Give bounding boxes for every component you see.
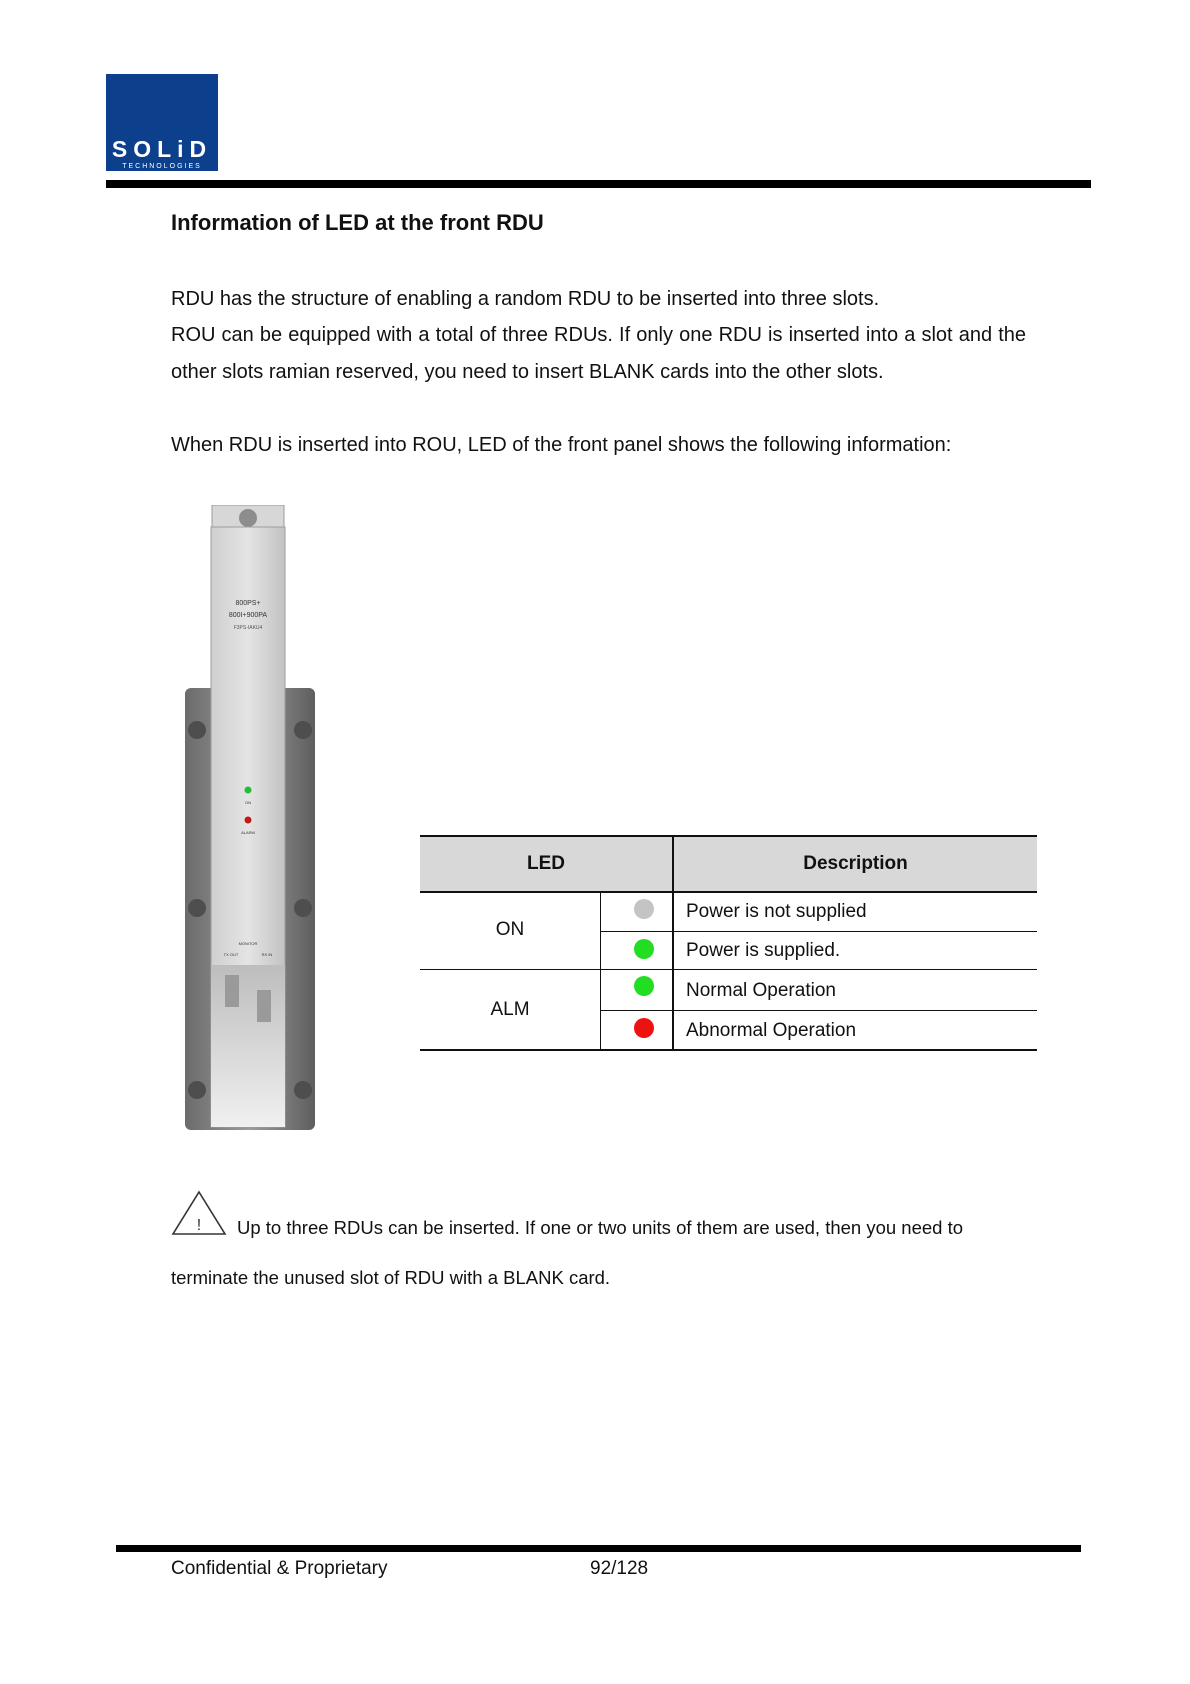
green-led-icon (634, 939, 654, 959)
paragraph-2: ROU can be equipped with a total of three RDUs. If only one RDU is inserted into a slot and the other slots ramian reserved, you need to insert BLANK cards into the other slots. (171, 324, 1026, 383)
port-left-label: TX OUT (223, 952, 239, 957)
description-power-supplied: Power is supplied. (686, 940, 841, 961)
description-normal-operation: Normal Operation (686, 980, 836, 1001)
alarm-led-label: ALARM (241, 830, 255, 835)
table-group-rule (420, 969, 1037, 970)
description-abnormal-operation: Abnormal Operation (686, 1020, 857, 1041)
table-header-description: Description (803, 853, 908, 874)
table-header-led: LED (527, 853, 565, 874)
table-header-rule (420, 891, 1037, 893)
page-title: Information of LED at the front RDU (171, 210, 544, 235)
on-led-label: ON (245, 800, 251, 805)
gray-led-icon (634, 899, 654, 919)
on-led-icon (245, 787, 252, 794)
table-row-rule (600, 931, 1037, 932)
page-number: 92/128 (590, 1558, 649, 1579)
screw-icon (294, 721, 312, 739)
table-column-rule (672, 835, 674, 1051)
red-led-icon (634, 1018, 654, 1038)
table-row-rule (600, 1010, 1037, 1011)
description-power-not-supplied: Power is not supplied (686, 901, 867, 922)
table-bottom-rule (420, 1049, 1037, 1051)
logo-subtext: TECHNOLOGIES (106, 162, 218, 171)
screw-icon (188, 1081, 206, 1099)
screw-icon (294, 899, 312, 917)
table-top-rule (420, 835, 1037, 837)
top-screw (239, 509, 257, 527)
connector-right (257, 990, 271, 1022)
module-label-1: 800PS+ (235, 600, 261, 607)
green-led-icon (634, 976, 654, 996)
screw-icon (294, 1081, 312, 1099)
port-header-label: MONITOR (238, 941, 258, 946)
logo-text: SOLiD (111, 136, 213, 162)
led-group-alm: ALM (490, 999, 530, 1020)
module-label-2: 800I+900PA (228, 612, 268, 619)
connector-area (211, 965, 285, 1127)
alarm-led-icon (245, 817, 252, 824)
module-label-3: F3PS-IAKU4 (233, 625, 263, 631)
paragraph-1: RDU has the structure of enabling a random RDU to be inserted into three slots. (171, 288, 880, 310)
screw-icon (188, 721, 206, 739)
table-column-rule (600, 891, 601, 1051)
warning-triangle-icon (171, 1190, 227, 1236)
paragraph-3: When RDU is inserted into ROU, LED of the front panel shows the following information: (171, 434, 952, 456)
svg-text:!: ! (196, 1217, 202, 1234)
company-logo (106, 74, 218, 170)
caution-text-line-1: Up to three RDUs can be inserted. If one or two units of them are used, then you need to (237, 1217, 964, 1238)
rdu-module-illustration (185, 505, 315, 1130)
footer-confidential: Confidential & Proprietary (171, 1558, 388, 1579)
caution-text-line-2: terminate the unused slot of RDU with a BLANK card. (171, 1267, 611, 1288)
port-right-label: RX IN (261, 952, 273, 957)
led-table (420, 835, 1037, 1051)
footer-rule (116, 1545, 1081, 1552)
led-group-on: ON (495, 919, 525, 940)
connector-left (225, 975, 239, 1007)
screw-icon (188, 899, 206, 917)
header-rule (106, 180, 1091, 188)
